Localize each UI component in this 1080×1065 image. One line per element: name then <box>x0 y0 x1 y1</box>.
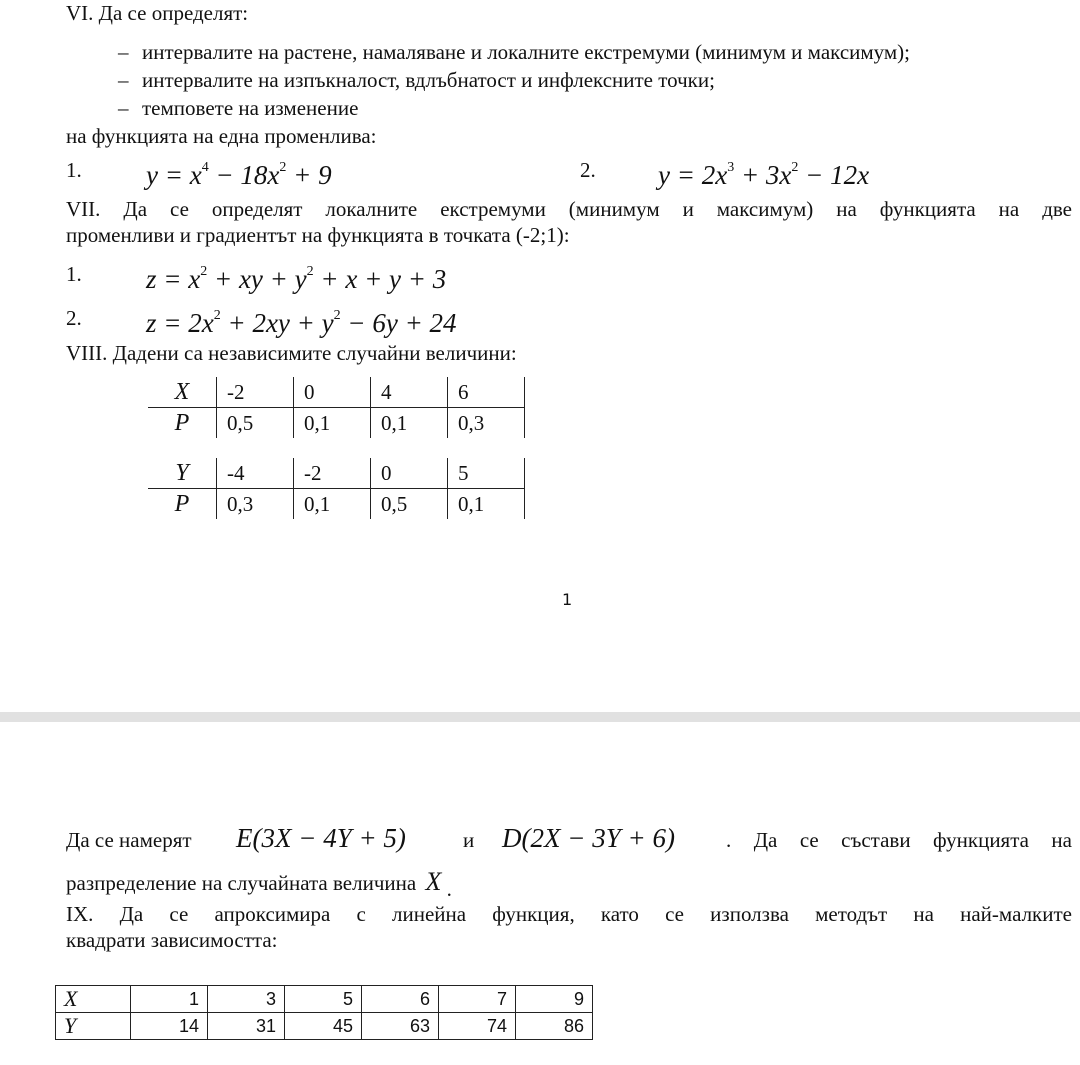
table-cell: 6 <box>448 377 525 408</box>
paragraph-end: . Да се състави функцията на <box>726 828 1072 852</box>
y-label: Y <box>56 1013 131 1040</box>
table-cell: 9 <box>516 986 593 1013</box>
table-cell: -4 <box>217 458 294 489</box>
table-cell: 86 <box>516 1013 593 1040</box>
distribution-text: разпределение на случайната величина <box>66 871 417 895</box>
section-7-line-1: VII. Да се определят локалните екстремуми (минимум и максимум) на функцията на две <box>66 197 1072 221</box>
formula-variance: D(2X − 3Y + 6) <box>502 823 675 853</box>
bullet-dash: – <box>118 96 129 120</box>
table-cell: 0,1 <box>371 408 448 439</box>
formula-number: 2. <box>580 158 596 182</box>
formula-z2: $z = 2x^2 + 2xy + y^2 - 6y + 24$ <box>146 308 457 338</box>
bullet-dash: – <box>118 40 129 64</box>
table-cell: 0,1 <box>448 489 525 520</box>
paragraph-start: Да се намерят <box>66 828 192 852</box>
table-cell: 0 <box>294 377 371 408</box>
table-cell: 3 <box>208 986 285 1013</box>
formula-number: 2. <box>66 306 82 330</box>
probability-label: P <box>174 410 190 436</box>
section-9-line-2: квадрати зависимостта: <box>66 928 278 952</box>
table-cell: 14 <box>131 1013 208 1040</box>
section-6-heading: VI. Да се определят: <box>66 1 249 25</box>
formula-y2: $y = 2x^3 + 3x^2 - 12x$ <box>658 160 870 190</box>
table-cell: 5 <box>448 458 525 489</box>
distribution-table-x <box>148 377 525 438</box>
table-cell: 0 <box>371 458 448 489</box>
bullet-item: интервалите на растене, намаляване и локалните екстремуми (минимум и максимум); <box>142 40 911 64</box>
paragraph-expectation <box>66 822 1072 858</box>
bullet-dash: – <box>118 68 129 92</box>
table-cell: 4 <box>371 377 448 408</box>
formula-number: 1. <box>66 158 82 182</box>
table-row <box>56 986 593 1013</box>
table-cell: 0,5 <box>371 489 448 520</box>
table-cell: -2 <box>217 377 294 408</box>
table-cell: 63 <box>362 1013 439 1040</box>
table-cell: 1 <box>131 986 208 1013</box>
section-6-tail: на функцията на една променлива: <box>66 124 377 148</box>
bullet-item: темповете на изменение <box>142 96 359 120</box>
variable-label: X <box>148 377 217 408</box>
page-separator <box>0 712 1080 722</box>
table-cell: 6 <box>362 986 439 1013</box>
table-cell: 0,5 <box>217 408 294 439</box>
section-9-line-1: IX. Да се апроксимира с линейна функция, като се използва методът на най-малките <box>66 902 1072 926</box>
conjunction: и <box>463 828 475 852</box>
table-cell: -2 <box>294 458 371 489</box>
table-row <box>56 1013 593 1040</box>
variable-label: Y <box>148 458 217 489</box>
period: . <box>446 877 452 901</box>
table-cell: 0,1 <box>294 489 371 520</box>
page-number: 1 <box>562 590 573 609</box>
table-cell: 74 <box>439 1013 516 1040</box>
table-cell: 0,1 <box>294 408 371 439</box>
variable-x: X <box>425 867 442 896</box>
distribution-table-y <box>148 458 525 519</box>
table-cell: 0,3 <box>448 408 525 439</box>
least-squares-table <box>55 985 593 1040</box>
section-8-heading: VIII. Дадени са независимите случайни величини: <box>66 341 517 365</box>
x-label: X <box>56 986 131 1013</box>
formula-expectation: E(3X − 4Y + 5) <box>236 823 406 853</box>
table-cell: 0,3 <box>217 489 294 520</box>
formula-z1: $z = x^2$ + xy + $y^2 + x + y + 3$ <box>146 264 447 294</box>
formula-y1: $y = x^4 - 18x^2 + 9$ <box>146 160 332 190</box>
section-7-line-2: променливи и градиентът на функцията в точката (-2;1): <box>66 223 570 247</box>
table-cell: 7 <box>439 986 516 1013</box>
table-cell: 45 <box>285 1013 362 1040</box>
probability-label: P <box>174 491 190 517</box>
paragraph-distribution <box>66 866 452 901</box>
formula-number: 1. <box>66 262 82 286</box>
table-cell: 31 <box>208 1013 285 1040</box>
table-cell: 5 <box>285 986 362 1013</box>
bullet-item: интервалите на изпъкналост, вдлъбнатост и инфлексните точки; <box>142 68 715 92</box>
